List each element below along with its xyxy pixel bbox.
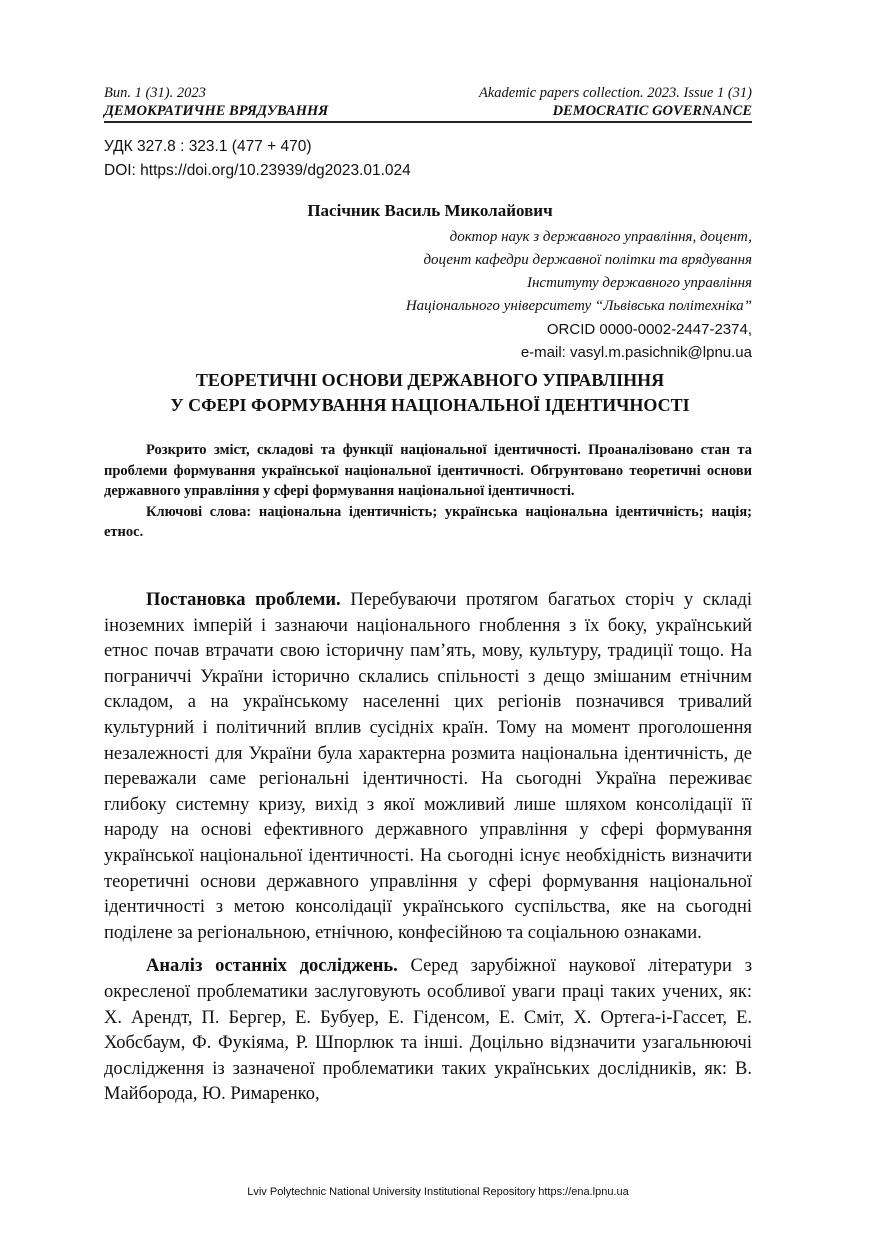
running-header-left (104, 84, 328, 120)
doi-link[interactable]: DOI: https://doi.org/10.23939/dg2023.01.024 (104, 162, 411, 179)
email-label: e-mail: (520, 344, 566, 361)
paragraph-text: Перебуваючи протягом багатьох сторіч у складі іноземних імперій і зазнаючи національного гноблення з їх боку, український етнос почав втрачати свою історичну пам’ять, мову, культуру, традиції тощо. На пограниччі України історично склались спільності з дещо змішаним етнічним складом, а на українському населенні цих регіонів позначився тривалий культурний і політичний вплив сусідніх країн. Тому на момент проголошення незалежності для України була характерна розмита національна ідентичність, де переважали саме регіональні ідентичності. На сьогодні Україна переживає глибоку системну кризу, вихід з якої можливий лише шляхом консолідації її народу на основі ефективного державного управління у сфері формування української національної ідентичності. На сьогодні існує необхідність визначити теоретичні основи державного управління у сфері формування національної ідентичності з метою консолідації українського суспільства, яке на сьогодні поділене за регіональною, етнічною, конфесійною та соціальною ознаками. (104, 590, 753, 943)
title-line: ТЕОРЕТИЧНІ ОСНОВИ ДЕРЖАВНОГО УПРАВЛІННЯ (195, 370, 665, 390)
affiliation-line: Інституту державного управління (526, 275, 752, 291)
header-divider (104, 121, 752, 123)
affiliation-line: доцент кафедри державної політки та врядування (423, 252, 752, 268)
affiliation-line: Національного університету “Львівська політехніка” (405, 298, 752, 314)
title-line: У СФЕРІ ФОРМУВАННЯ НАЦІОНАЛЬНОЇ ІДЕНТИЧНОСТІ (170, 395, 690, 415)
email-link[interactable]: vasyl.m.pasichnik@lpnu.ua (570, 344, 752, 361)
body-paragraph (104, 954, 752, 1108)
paragraph-text: Серед зарубіжної наукової літератури з окресленої проблематики заслуговують особливої уваги праці таких учених, як: Х. Арендт, П. Бергер, Е. Бубуер, Е. Гіденсом, Е. Сміт, Х. Ортега-і-Гассет, Е. Хобсбаум, Ф. Фукіяма, Р. Шпорлюк та інші. Доцільно відзначити узагальнюючі дослідження із зазначеної проблематики таких українських дослідників, як: В. Майборода, Ю. Римаренко, (104, 956, 752, 1105)
body-paragraph (104, 588, 752, 946)
article-body (104, 588, 752, 1116)
article-meta (104, 135, 411, 183)
journal-name-ua: ДЕМОКРАТИЧНЕ ВРЯДУВАННЯ (104, 103, 329, 119)
affiliation-line: доктор наук з державного управління, доцент, (449, 229, 752, 245)
section-heading-analysis: Аналіз останніх досліджень. (146, 956, 398, 977)
abstract-text: Розкрито зміст, складові та функції національної ідентичності. Проаналізовано стан та проблеми формування української національної ідентичності. Обгрунтовано теоретичні основи державного управління у сфері формування національної ідентичності. (104, 442, 752, 499)
keywords: Ключові слова: національна ідентичність; українська національна ідентичність; нація; етнос. (104, 503, 752, 540)
author-affiliation (406, 226, 752, 364)
article-title (104, 368, 756, 418)
running-header-right (479, 84, 752, 120)
section-heading-problem: Постановка проблеми. (146, 590, 341, 610)
repository-footer: Lviv Polytechnic National University Institutional Repository https://ena.lpnu.ua (247, 1186, 629, 1198)
abstract (104, 440, 752, 543)
orcid-id: ORCID 0000-0002-2447-2374, (546, 321, 752, 338)
author-name: Пасічник Василь Миколайович (307, 201, 553, 220)
udk-code: УДК 327.8 : 323.1 (477 + 470) (104, 138, 312, 155)
journal-name-en: DEMOCRATIC GOVERNANCE (552, 103, 752, 119)
issue-label-en: Akademic papers collection. 2023. Issue 1 (31) (478, 85, 752, 101)
email-row (406, 341, 752, 364)
issue-label-ua: Вип. 1 (31). 2023 (104, 85, 206, 101)
